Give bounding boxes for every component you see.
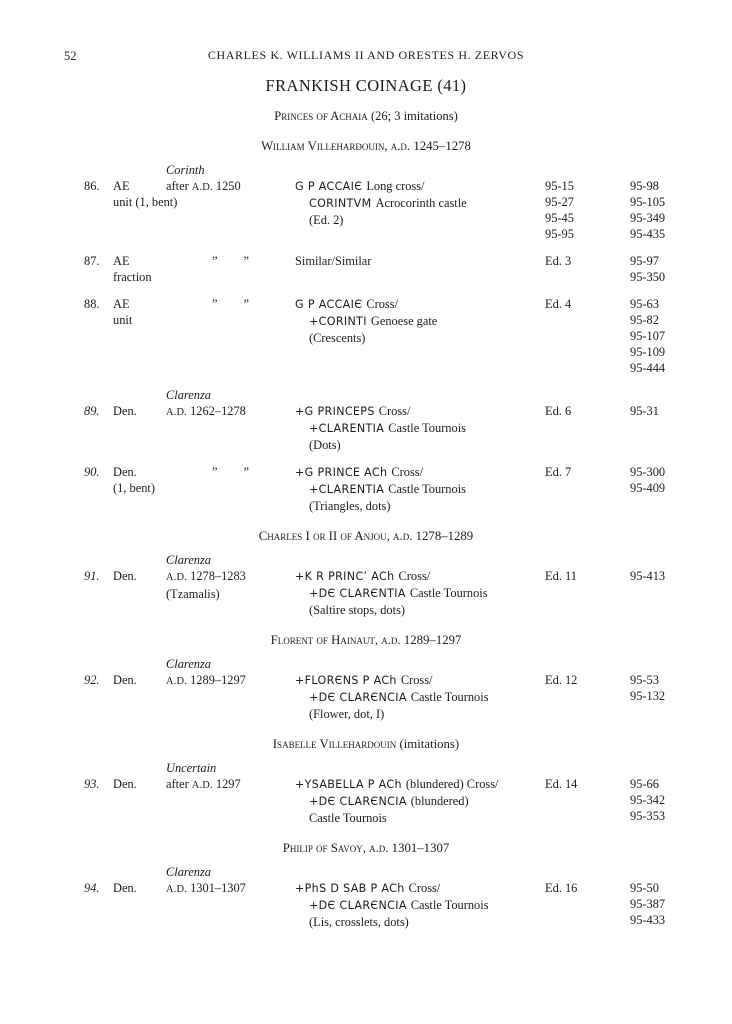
- entry-description: [295, 568, 545, 618]
- catalog-number: 95-342: [630, 793, 666, 807]
- entry-date: [166, 672, 295, 722]
- description-line: [295, 420, 545, 437]
- ad-abbrev: A.D.: [166, 572, 188, 583]
- entry-denomination: [113, 568, 166, 618]
- ditto-marks: [166, 253, 295, 269]
- catalog-number: 95-66: [630, 777, 659, 791]
- catalog-number: 95-349: [630, 211, 666, 225]
- entry-reference: [545, 178, 630, 242]
- catalog-entry: [64, 253, 668, 285]
- reference-line: Ed. 7: [545, 465, 572, 479]
- description-line: [295, 568, 545, 585]
- denomination-line: fraction: [113, 270, 152, 284]
- date-line: A.D. 1262–1278: [166, 404, 246, 418]
- entry-catalog-numbers: [630, 253, 668, 285]
- denomination-line: AE: [113, 254, 130, 268]
- entry-reference: [545, 880, 630, 930]
- entry-description: [295, 672, 545, 722]
- entry-number: 88.: [84, 297, 100, 311]
- description-text: Castle Tournois: [409, 586, 488, 600]
- description-text: Cross/: [408, 881, 441, 895]
- entry-number: 92.: [84, 673, 100, 687]
- entry-catalog-numbers: [630, 464, 668, 514]
- entry-date: [166, 403, 295, 453]
- entry-description: [295, 296, 545, 376]
- page-title: FRANKISH COINAGE (41): [265, 76, 467, 95]
- subtitle-smallcaps: Princes of Achaia: [274, 109, 368, 123]
- ad-abbrev: A.D.: [166, 676, 188, 687]
- entry-reference: [545, 672, 630, 722]
- description-text: Castle Tournois: [388, 482, 466, 496]
- denomination-line: Den.: [113, 777, 137, 791]
- entry-date: [166, 568, 295, 618]
- catalog-number: 95-409: [630, 481, 666, 495]
- description-text: Castle Tournois: [388, 421, 466, 435]
- section-heading: [64, 528, 668, 544]
- entry-catalog-numbers: [630, 672, 668, 722]
- section-heading: [64, 840, 668, 856]
- entry-description: [295, 880, 545, 930]
- date-line: (Tzamalis): [166, 587, 220, 601]
- catalog-number: 95-63: [630, 297, 659, 311]
- description-line: [295, 464, 545, 481]
- catalog-entry: [64, 464, 668, 514]
- description-text: Acrocorinth castle: [375, 196, 467, 210]
- catalog-number: 95-31: [630, 404, 659, 418]
- ditto-marks: [166, 296, 295, 312]
- catalog-entry: [64, 403, 668, 453]
- entry-catalog-numbers: [630, 296, 668, 376]
- description-text: (blundered): [410, 794, 469, 808]
- entry-date: [166, 880, 295, 930]
- catalog-entry: [64, 776, 668, 826]
- entry-number: 89.: [84, 404, 100, 418]
- legend-text: +DЄ CLARЄNCIA: [309, 899, 407, 912]
- catalog-number: 95-413: [630, 569, 666, 583]
- description-line: [295, 195, 545, 212]
- legend-text: CORINTVM: [309, 197, 372, 210]
- description-line: [295, 810, 545, 826]
- legend-text: +DЄ CLARЄNCIA: [309, 795, 407, 808]
- entry-catalog-numbers: [630, 880, 668, 930]
- date-line: A.D. 1278–1283: [166, 569, 246, 583]
- catalog-entry: [64, 672, 668, 722]
- description-line: [295, 253, 545, 269]
- denomination-line: Den.: [113, 569, 137, 583]
- description-text: (Dots): [309, 438, 341, 452]
- subtitle-tail: (26; 3 imitations): [367, 109, 458, 123]
- entry-catalog-numbers: [630, 178, 668, 242]
- legend-text: +K R PRINC’ ACh: [295, 570, 395, 583]
- legend-text: +CLARENTIA: [309, 422, 385, 435]
- reference-line: 95-27: [545, 195, 574, 209]
- description-text: Cross/: [400, 673, 433, 687]
- description-line: [295, 706, 545, 722]
- catalog-entry: [64, 568, 668, 618]
- description-text: Cross/: [366, 297, 399, 311]
- legend-text: +YSABELLA P ACh: [295, 778, 402, 791]
- legend-text: +PhS D SAB P ACh: [295, 882, 405, 895]
- catalog-number: 95-107: [630, 329, 666, 343]
- description-line: [295, 330, 545, 346]
- catalog-number: 95-350: [630, 270, 666, 284]
- denomination-line: Den.: [113, 465, 137, 479]
- description-text: Similar/Similar: [295, 254, 372, 268]
- description-text: (Ed. 2): [309, 213, 344, 227]
- denomination-line: Den.: [113, 404, 137, 418]
- catalog-number: 95-97: [630, 254, 659, 268]
- reference-line: Ed. 11: [545, 569, 577, 583]
- entry-denomination: [113, 776, 166, 826]
- reference-line: Ed. 16: [545, 881, 578, 895]
- ad-abbrev: A.D.: [191, 182, 213, 193]
- catalog-number: 95-105: [630, 195, 666, 209]
- entry-reference: [545, 568, 630, 618]
- denomination-line: AE: [113, 179, 130, 193]
- entry-denomination: [113, 296, 166, 376]
- description-line: [295, 689, 545, 706]
- mint-heading: Clarenza: [166, 553, 211, 567]
- catalog-number: 95-353: [630, 809, 666, 823]
- catalog-number: 95-444: [630, 361, 666, 375]
- description-text: Castle Tournois: [309, 811, 387, 825]
- entry-number: 90.: [84, 465, 100, 479]
- entry-date: [166, 776, 295, 826]
- mint-heading: Clarenza: [166, 865, 211, 879]
- reference-line: 95-95: [545, 227, 574, 241]
- section-heading: [64, 632, 668, 648]
- section-heading-smallcaps: Florent of Hainaut, a.d. 1289–1297: [270, 633, 462, 647]
- legend-text: +FLORЄNS P ACh: [295, 674, 397, 687]
- description-text: (Saltire stops, dots): [309, 603, 406, 617]
- section-heading-tail: (imitations): [396, 737, 460, 751]
- description-text: Genoese gate: [370, 314, 438, 328]
- description-line: [295, 403, 545, 420]
- denomination-line: AE: [113, 297, 130, 311]
- entry-date: [166, 464, 295, 514]
- ad-abbrev: A.D.: [166, 884, 188, 895]
- entry-denomination: [113, 672, 166, 722]
- catalog-number: 95-132: [630, 689, 666, 703]
- description-text: (Flower, dot, I): [309, 707, 385, 721]
- catalog-number: 95-109: [630, 345, 666, 359]
- ditto-mark: ”: [212, 465, 218, 479]
- section-heading-smallcaps: Charles I or II of Anjou, a.d. 1278–1289: [258, 529, 474, 543]
- mint-heading: Uncertain: [166, 761, 217, 775]
- description-text: (Lis, crosslets, dots): [309, 915, 409, 929]
- page-subtitle: [64, 109, 668, 124]
- catalog-entry: [64, 880, 668, 930]
- ditto-mark: ”: [243, 297, 249, 311]
- denomination-line: Den.: [113, 881, 137, 895]
- legend-text: +G PRINCEPS: [295, 405, 375, 418]
- entry-reference: [545, 776, 630, 826]
- ditto-mark: ”: [212, 254, 218, 268]
- entry-catalog-numbers: [630, 776, 668, 826]
- catalog-number: 95-387: [630, 897, 666, 911]
- description-line: [295, 481, 545, 498]
- entry-reference: [545, 403, 630, 453]
- legend-text: +G PRINCE ACh: [295, 466, 388, 479]
- reference-line: Ed. 4: [545, 297, 572, 311]
- entry-reference: [545, 296, 630, 376]
- mint-heading: Clarenza: [166, 657, 211, 671]
- ad-abbrev: A.D.: [166, 407, 188, 418]
- date-line: after A.D. 1250: [166, 179, 241, 193]
- reference-line: Ed. 12: [545, 673, 578, 687]
- description-line: [295, 437, 545, 453]
- description-text: Long cross/: [366, 179, 425, 193]
- ad-abbrev: A.D.: [191, 780, 213, 791]
- catalog-number: 95-435: [630, 227, 666, 241]
- denomination-line: unit: [113, 313, 133, 327]
- page-number: 52: [64, 49, 77, 63]
- section-heading-smallcaps: Isabelle Villehardouin: [272, 737, 397, 751]
- entry-date: [166, 178, 295, 242]
- entry-number: 91.: [84, 569, 100, 583]
- section-heading: [64, 736, 668, 752]
- ditto-mark: ”: [243, 254, 249, 268]
- legend-text: G P ACCAIЄ: [295, 180, 363, 193]
- catalog-number: 95-53: [630, 673, 659, 687]
- entry-catalog-numbers: [630, 403, 668, 453]
- entry-reference: [545, 253, 630, 285]
- entry-denomination: [113, 178, 178, 242]
- description-line: [295, 296, 545, 313]
- description-text: Cross/: [391, 465, 424, 479]
- ditto-mark: ”: [243, 465, 249, 479]
- mint-heading: Clarenza: [166, 388, 211, 402]
- description-line: [295, 602, 545, 618]
- reference-line: Ed. 3: [545, 254, 572, 268]
- entry-denomination: [113, 880, 166, 930]
- entry-number: 87.: [84, 254, 100, 268]
- section-heading-smallcaps: William Villehardouin, a.d. 1245–1278: [261, 139, 471, 153]
- denomination-line: unit (1, bent): [113, 195, 178, 209]
- description-text: (blundered) Cross/: [405, 777, 499, 791]
- entry-description: [295, 776, 545, 826]
- legend-text: +CLARENTIA: [309, 483, 385, 496]
- entry-date: [166, 253, 295, 285]
- entry-reference: [545, 464, 630, 514]
- description-line: [295, 585, 545, 602]
- denomination-line: (1, bent): [113, 481, 155, 495]
- entry-description: [295, 464, 545, 514]
- entry-description: [295, 403, 545, 453]
- legend-text: +DЄ CLARЄNCIA: [309, 691, 407, 704]
- running-head: [64, 48, 668, 64]
- description-line: [295, 178, 545, 195]
- ditto-mark: ”: [212, 297, 218, 311]
- entry-date: [166, 296, 295, 376]
- reference-line: 95-15: [545, 179, 574, 193]
- description-text: Castle Tournois: [410, 690, 489, 704]
- description-line: [295, 776, 545, 793]
- reference-line: Ed. 14: [545, 777, 578, 791]
- entry-catalog-numbers: [630, 568, 668, 618]
- catalog-number: 95-82: [630, 313, 659, 327]
- description-text: Cross/: [378, 404, 411, 418]
- description-line: [295, 498, 545, 514]
- catalog-number: 95-433: [630, 913, 666, 927]
- description-text: Cross/: [398, 569, 431, 583]
- description-line: [295, 880, 545, 897]
- description-line: [295, 914, 545, 930]
- catalog-number: 95-98: [630, 179, 659, 193]
- description-text: (Crescents): [309, 331, 366, 345]
- section-heading: [64, 138, 668, 154]
- entry-denomination: [113, 403, 166, 453]
- description-line: [295, 672, 545, 689]
- mint-heading: Corinth: [166, 163, 205, 177]
- ditto-marks: [166, 464, 295, 480]
- entry-description: [295, 253, 545, 285]
- reference-line: Ed. 6: [545, 404, 572, 418]
- entry-denomination: [113, 464, 166, 514]
- entry-description: [295, 178, 545, 242]
- catalog-number: 95-300: [630, 465, 666, 479]
- description-line: [295, 897, 545, 914]
- legend-text: +DЄ CLARЄNTIA: [309, 587, 406, 600]
- entry-number: 93.: [84, 777, 100, 791]
- entry-number: 86.: [84, 179, 100, 193]
- running-title: CHARLES K. WILLIAMS II AND ORESTES H. ZERVOS: [207, 48, 525, 62]
- reference-line: 95-45: [545, 211, 574, 225]
- date-line: after A.D. 1297: [166, 777, 241, 791]
- entry-number: 94.: [84, 881, 100, 895]
- description-line: [295, 313, 545, 330]
- catalog-number: 95-50: [630, 881, 659, 895]
- catalog: [64, 138, 668, 930]
- catalog-entry: [64, 296, 668, 376]
- date-line: A.D. 1301–1307: [166, 881, 246, 895]
- description-line: [295, 793, 545, 810]
- description-text: Castle Tournois: [410, 898, 489, 912]
- entry-denomination: [113, 253, 166, 285]
- section-heading-smallcaps: Philip of Savoy, a.d. 1301–1307: [282, 841, 450, 855]
- legend-text: +CORINTI: [309, 315, 367, 328]
- description-line: [295, 212, 545, 228]
- date-line: A.D. 1289–1297: [166, 673, 246, 687]
- denomination-line: Den.: [113, 673, 137, 687]
- legend-text: G P ACCAIЄ: [295, 298, 363, 311]
- catalog-entry: [64, 178, 668, 242]
- description-text: (Triangles, dots): [309, 499, 391, 513]
